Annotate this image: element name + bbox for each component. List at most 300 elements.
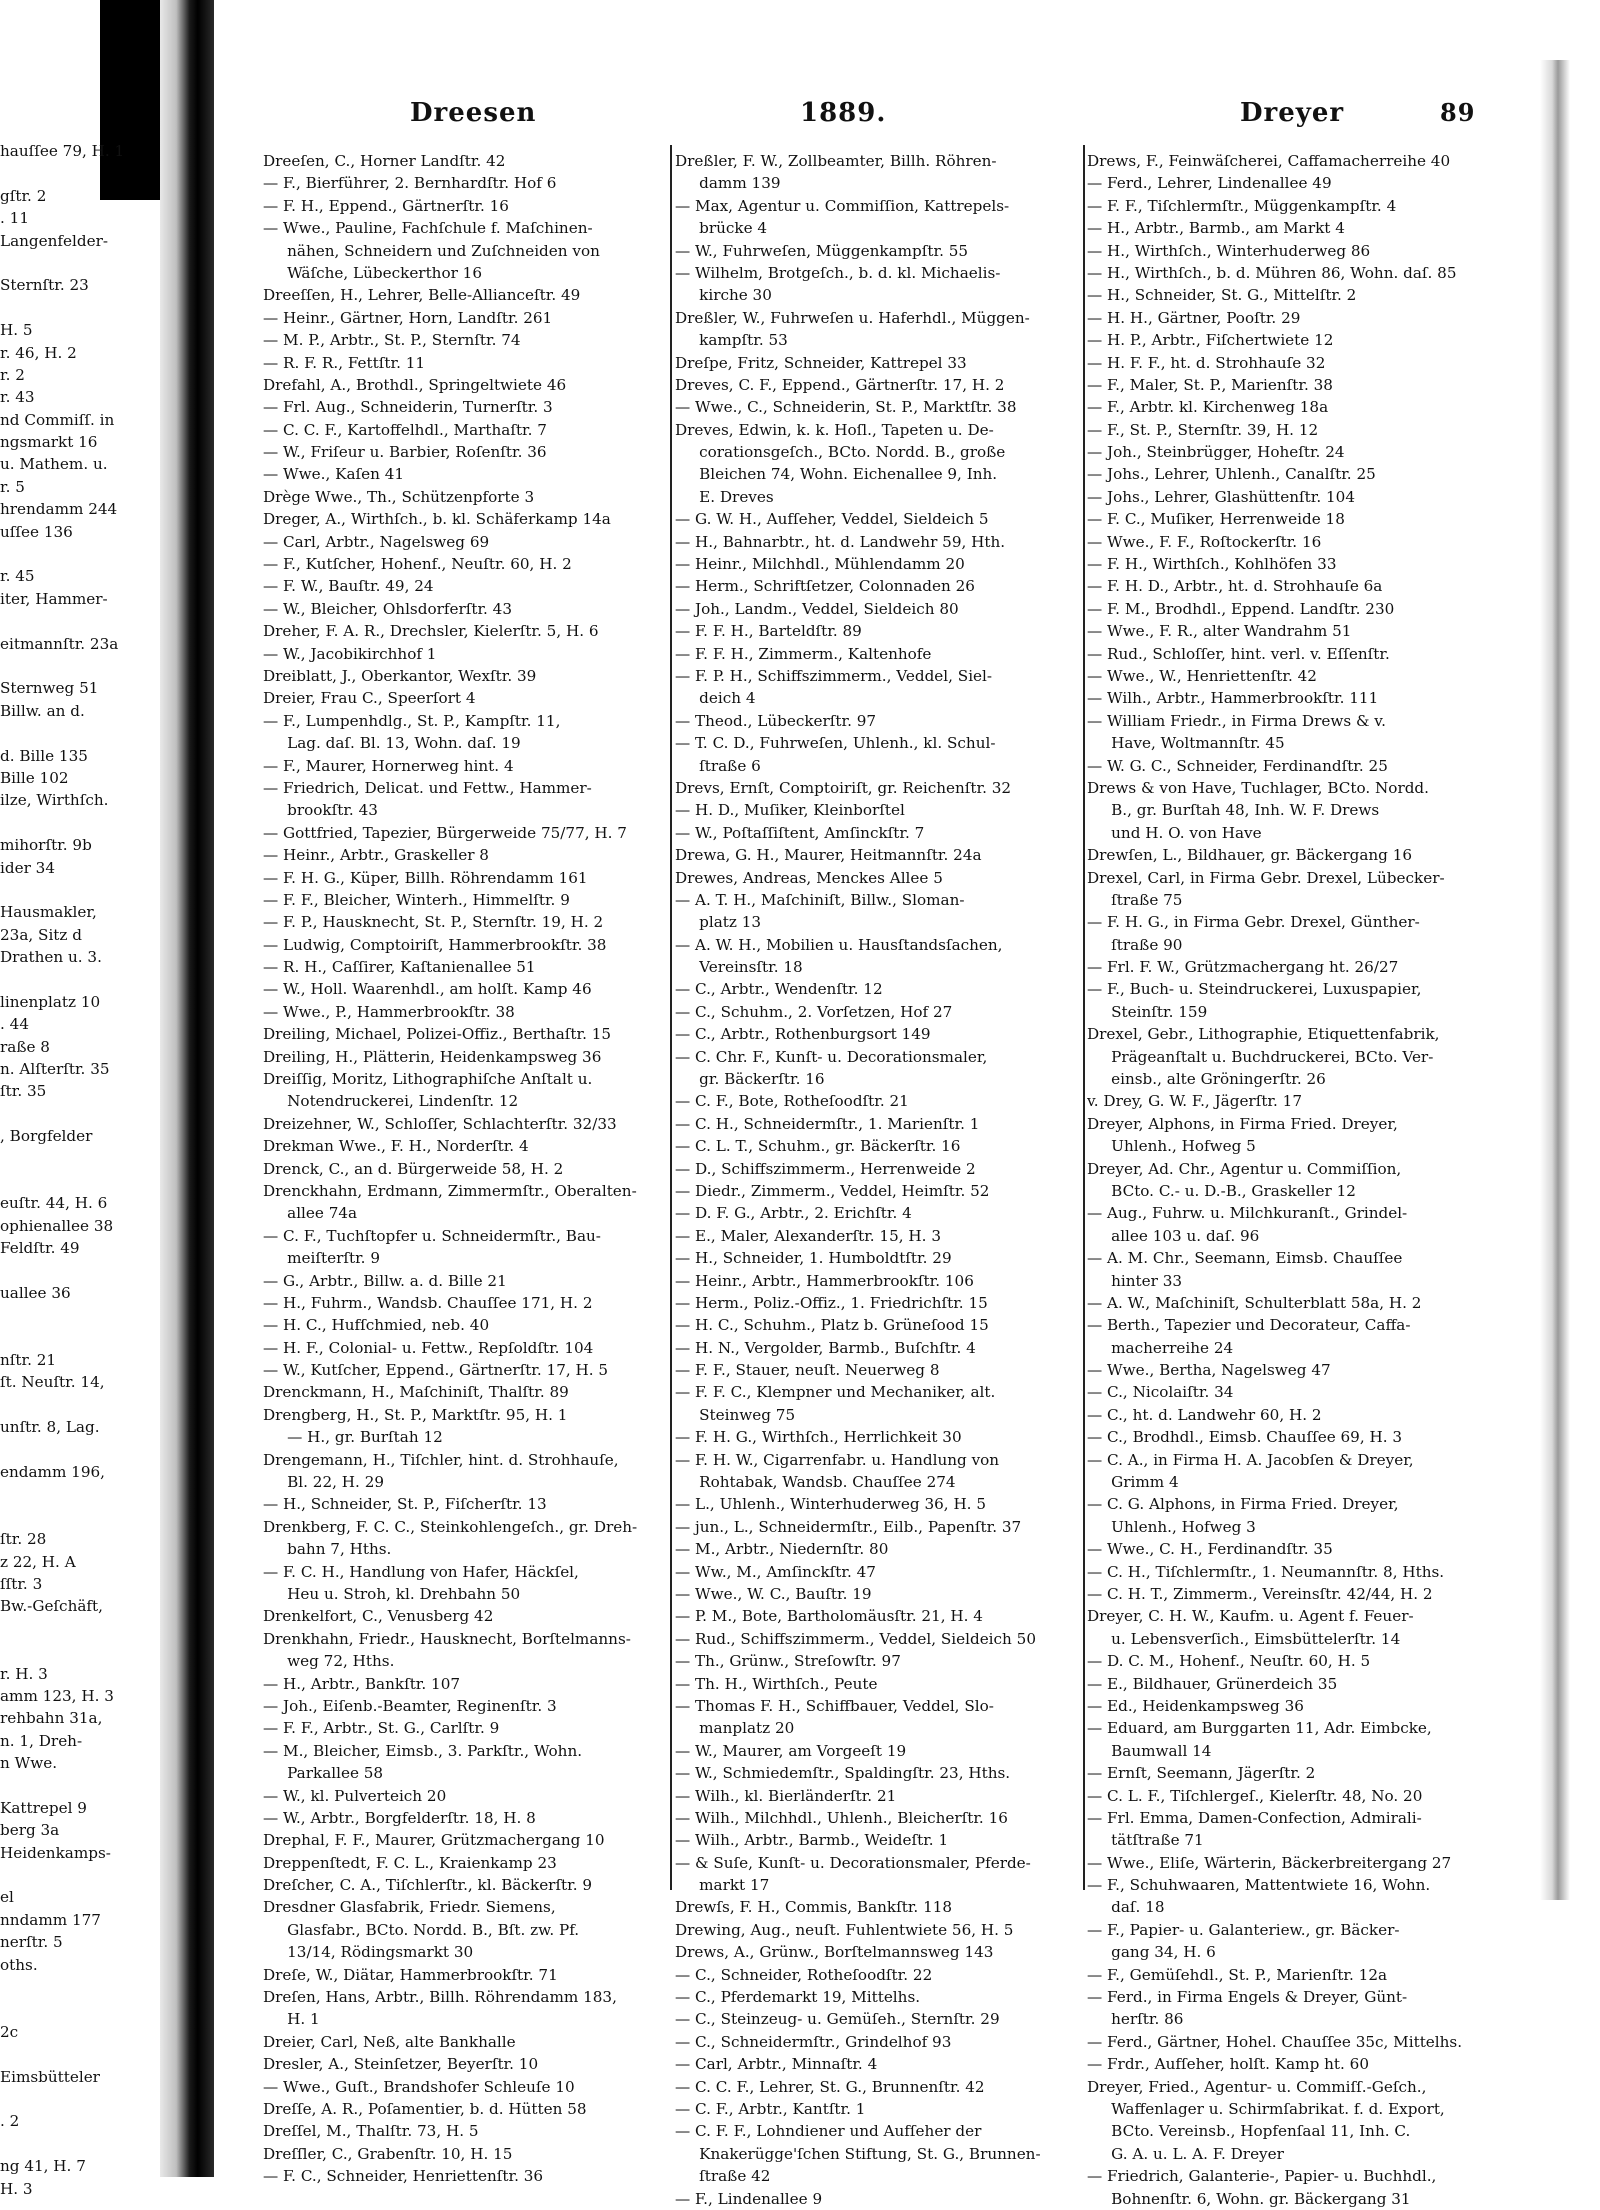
directory-entry-line: — Ww., M., Amſinckſtr. 47 bbox=[675, 1562, 876, 1581]
directory-entry-line: E. Dreves bbox=[675, 487, 774, 506]
directory-entry-line: Bleichen 74, Wohn. Eichenallee 9, Inh. bbox=[675, 465, 998, 484]
directory-entry-line: Drège Wwe., Th., Schützenpforte 3 bbox=[263, 487, 535, 506]
directory-entry-line: — C. H. T., Zimmerm., Vereinsſtr. 42/44, H. 2 bbox=[1087, 1585, 1433, 1603]
directory-entry-line: Dreeſſen, H., Lehrer, Belle-Allianceſtr. 49 bbox=[263, 286, 581, 305]
directory-entry-line: — E., Maler, Alexanderſtr. 15, H. 3 bbox=[675, 1226, 941, 1245]
directory-entry-line: — Wilhelm, Brotgeſch., b. d. kl. Michaelis- bbox=[675, 263, 1001, 282]
directory-entry-line bbox=[0, 1260, 155, 1282]
directory-entry-line bbox=[0, 812, 155, 834]
directory-entry-line: — C. F., Tuchſtopfer u. Schneidermſtr., Bau- bbox=[263, 1226, 601, 1245]
directory-entry-line: kampſtr. 53 bbox=[675, 331, 788, 350]
directory-entry-line: — F., Gemüſehdl., St. P., Marienſtr. 12a bbox=[1087, 1965, 1388, 1984]
directory-entry-line: Bl. 22, H. 29 bbox=[263, 1473, 385, 1492]
directory-entry-line bbox=[0, 879, 155, 901]
directory-entry-line: ng 41, H. 7 bbox=[0, 2157, 86, 2176]
directory-entry-line: — F. H. G., in Firma Gebr. Drexel, Günther- bbox=[1087, 913, 1420, 932]
directory-entry-line: — Ed., Heidenkampsweg 36 bbox=[1087, 1696, 1304, 1715]
directory-entry-line: uallee 36 bbox=[0, 1283, 71, 1302]
directory-entry-line: — F. M., Brodhdl., Eppend. Landſtr. 230 bbox=[1087, 599, 1395, 618]
directory-entry-line: — Herm., Schriftſetzer, Colonnaden 26 bbox=[675, 577, 975, 596]
directory-entry-line: nndamm 177 bbox=[0, 1910, 101, 1929]
directory-entry-line: — F. C., Muſiker, Herrenweide 18 bbox=[1087, 510, 1345, 529]
book-gutter bbox=[160, 0, 214, 2177]
directory-entry-line: — F., Kutſcher, Hohenf., Neuſtr. 60, H. 2 bbox=[263, 555, 572, 574]
directory-entry-line: — F. F. C., Klempner und Mechaniker, alt. bbox=[675, 1383, 996, 1402]
directory-column-1 bbox=[263, 150, 668, 2188]
directory-entry-line: z 22, H. A bbox=[0, 1552, 76, 1571]
directory-entry-line: Dreher, F. A. R., Drechsler, Kielerſtr. 5, H. 6 bbox=[263, 622, 599, 641]
directory-entry-line: — C., Steinzeug- u. Gemüſeh., Sternſtr. 29 bbox=[675, 2010, 1000, 2029]
directory-entry-line: — A. W. H., Mobilien u. Hausſtandsſachen, bbox=[675, 935, 1003, 954]
directory-entry-line: r. 45 bbox=[0, 567, 35, 586]
directory-entry-line: — F. F., Tiſchlermſtr., Müggenkampſtr. 4 bbox=[1087, 196, 1397, 215]
directory-entry-line: — H., Schneider, 1. Humboldtſtr. 29 bbox=[675, 1249, 952, 1268]
directory-entry-line: r. 43 bbox=[0, 388, 35, 407]
directory-entry-line: macherreihe 24 bbox=[1087, 1338, 1234, 1357]
directory-entry-line: Feldſtr. 49 bbox=[0, 1239, 80, 1258]
directory-entry-line: Drenck, C., an d. Bürgerweide 58, H. 2 bbox=[263, 1159, 564, 1178]
directory-entry-line: hauſſee 79, H. 1 bbox=[0, 142, 125, 160]
directory-entry-line: — F. F. H., Zimmerm., Kaltenhofe bbox=[675, 644, 932, 663]
directory-entry-line: ſtr. 28 bbox=[0, 1530, 47, 1549]
directory-entry-line: — jun., L., Schneidermſtr., Eilb., Papenſtr. 37 bbox=[675, 1517, 1022, 1536]
directory-entry-line: — Wwe., W. C., Bauſtr. 19 bbox=[675, 1585, 872, 1603]
directory-entry-line bbox=[0, 1327, 155, 1349]
directory-entry-line: — C. F., Bote, Rotheſoodſtr. 21 bbox=[675, 1092, 909, 1111]
directory-entry-line: Dreppenſtedt, F. C. L., Kraienkamp 23 bbox=[263, 1853, 557, 1872]
directory-entry-line: — Johs., Lehrer, Uhlenh., Canalſtr. 25 bbox=[1087, 465, 1376, 484]
directory-entry-line: Dresdner Glasfabrik, Friedr. Siemens, bbox=[263, 1898, 556, 1917]
directory-entry-line: ſtraße 42 bbox=[675, 2167, 771, 2186]
directory-entry-line: — Wwe., C. H., Ferdinandſtr. 35 bbox=[1087, 1540, 1333, 1559]
directory-entry-line: 23a, Sitz d bbox=[0, 925, 82, 944]
directory-entry-line: H. 5 bbox=[0, 321, 33, 340]
directory-entry-line: — A. W., Maſchiniſt, Schulterblatt 58a, H. 2 bbox=[1087, 1293, 1422, 1312]
directory-entry-line: — R. F. R., Fettſtr. 11 bbox=[263, 353, 426, 372]
directory-entry-line: Notendruckerei, Lindenſtr. 12 bbox=[263, 1092, 519, 1111]
directory-entry-line bbox=[0, 252, 155, 274]
directory-entry-line: — Rud., Schiffszimmerm., Veddel, Sieldeich 50 bbox=[675, 1629, 1036, 1648]
directory-entry-line: nd Commiſſ. in bbox=[0, 410, 115, 429]
directory-entry-line: — F., St. P., Sternſtr. 39, H. 12 bbox=[1087, 420, 1319, 439]
directory-entry-line: r. H. 3 bbox=[0, 1664, 48, 1683]
directory-entry-line: — C., Arbtr., Wendenſtr. 12 bbox=[675, 980, 883, 999]
directory-entry-line: Dreßler, F. W., Zollbeamter, Billh. Röhren- bbox=[675, 152, 997, 170]
directory-entry-line: . 44 bbox=[0, 1015, 29, 1034]
directory-entry-line: 13/14, Rödingsmarkt 30 bbox=[263, 1943, 474, 1962]
directory-entry-line: Grimm 4 bbox=[1087, 1473, 1179, 1492]
directory-entry-line: Dreßler, W., Fuhrweſen u. Haferhdl., Müggen- bbox=[675, 308, 1030, 327]
directory-entry-line: Dreſen, Hans, Arbtr., Billh. Röhrendamm 183, bbox=[263, 1988, 617, 2007]
directory-entry-line: allee 74a bbox=[263, 1204, 358, 1223]
directory-entry-line: Dreier, Carl, Neß, alte Bankhalle bbox=[263, 2032, 516, 2051]
directory-entry-line bbox=[0, 2133, 155, 2155]
directory-entry-line: platz 13 bbox=[675, 913, 762, 932]
directory-entry-line: Drenckhahn, Erdmann, Zimmermſtr., Oberalten- bbox=[263, 1181, 637, 1200]
directory-entry-line: r. 2 bbox=[0, 365, 25, 384]
directory-entry-line: n. 1, Dreh- bbox=[0, 1731, 83, 1750]
directory-entry-line: el bbox=[0, 1888, 14, 1907]
directory-entry-line: Have, Woltmannſtr. 45 bbox=[1087, 734, 1285, 753]
directory-entry-line: — C., Schuhm., 2. Vorſetzen, Hof 27 bbox=[675, 1002, 953, 1021]
directory-entry-line: kirche 30 bbox=[675, 286, 772, 305]
directory-entry-line: Heidenkamps- bbox=[0, 1843, 111, 1862]
directory-entry-line: d. Bille 135 bbox=[0, 746, 88, 765]
directory-entry-line: Dresler, A., Steinſetzer, Beyerſtr. 10 bbox=[263, 2055, 539, 2074]
directory-entry-line: — C. Chr. F., Kunſt- u. Decorationsmaler, bbox=[675, 1047, 988, 1066]
directory-entry-line: Drenkhahn, Friedr., Hausknecht, Borſtelmanns- bbox=[263, 1629, 631, 1648]
directory-entry-line: — E., Bildhauer, Grünerdeich 35 bbox=[1087, 1674, 1338, 1693]
directory-entry-line: brücke 4 bbox=[675, 219, 768, 238]
directory-entry-line: — C. L. T., Schuhm., gr. Bäckerſtr. 16 bbox=[675, 1137, 961, 1156]
directory-entry-line: damm 139 bbox=[675, 174, 781, 193]
directory-entry-line: gang 34, H. 6 bbox=[1087, 1943, 1216, 1962]
directory-entry-line: — F. W., Bauſtr. 49, 24 bbox=[263, 577, 434, 596]
directory-entry-line: bahn 7, Hths. bbox=[263, 1540, 392, 1559]
directory-entry-line: brookſtr. 43 bbox=[263, 801, 378, 820]
directory-entry-line: — C., Schneidermſtr., Grindelhof 93 bbox=[675, 2032, 952, 2051]
directory-entry-line: — C. L. F., Tiſchlergeſ., Kielerſtr. 48, No. 20 bbox=[1087, 1786, 1423, 1805]
directory-entry-line: — W., Jacobikirchhof 1 bbox=[263, 644, 437, 663]
directory-entry-line: Parkallee 58 bbox=[263, 1764, 384, 1783]
directory-entry-line: gſtr. 2 bbox=[0, 186, 47, 205]
directory-entry-line: — W., Bleicher, Ohlsdorferſtr. 43 bbox=[263, 599, 513, 618]
directory-entry-line: — Wwe., W., Henriettenſtr. 42 bbox=[1087, 666, 1317, 685]
directory-entry-line: — Joh., Landm., Veddel, Sieldeich 80 bbox=[675, 599, 959, 618]
directory-entry-line: u. Mathem. u. bbox=[0, 455, 108, 474]
directory-entry-line: — Joh., Eiſenb.-Beamter, Reginenſtr. 3 bbox=[263, 1696, 557, 1715]
directory-entry-line: Wäſche, Lübeckerthor 16 bbox=[263, 263, 483, 282]
directory-entry-line: — Friedrich, Delicat. und Fettw., Hammer- bbox=[263, 778, 592, 797]
directory-entry-line: Drenkberg, F. C. C., Steinkohlengeſch., gr. Dreh- bbox=[263, 1517, 638, 1536]
directory-entry-line: — C. H., Schneidermſtr., 1. Marienſtr. 1 bbox=[675, 1114, 980, 1133]
directory-entry-line: Langenfelder- bbox=[0, 231, 108, 250]
directory-entry-line: — D. F. G., Arbtr., 2. Erichſtr. 4 bbox=[675, 1204, 912, 1223]
directory-entry-line: — Frdr., Aufſeher, holſt. Kamp ht. 60 bbox=[1087, 2055, 1369, 2074]
directory-entry-line bbox=[0, 543, 155, 565]
directory-entry-line: — F., Maurer, Hornerweg hint. 4 bbox=[263, 756, 514, 775]
directory-entry-line: Dreyer, Ad. Chr., Agentur u. Commiſſion, bbox=[1087, 1159, 1402, 1178]
directory-entry-line: — C. H., Tiſchlermſtr., 1. Neumannſtr. 8, Hths. bbox=[1087, 1562, 1445, 1581]
directory-entry-line: allee 103 u. daſ. 96 bbox=[1087, 1226, 1260, 1245]
directory-entry-line bbox=[0, 1148, 155, 1170]
directory-entry-line: Drevs, Ernſt, Comptoiriſt, gr. Reichenſtr. 32 bbox=[675, 778, 1012, 797]
directory-entry-line: — H., Schneider, St. G., Mittelſtr. 2 bbox=[1087, 286, 1357, 305]
directory-entry-line: — Th. H., Wirthſch., Peute bbox=[675, 1674, 878, 1693]
directory-entry-line: oths. bbox=[0, 1955, 38, 1974]
directory-entry-line: — Heinr., Arbtr., Hammerbrookſtr. 106 bbox=[675, 1271, 974, 1290]
directory-entry-line: — Heinr., Arbtr., Graskeller 8 bbox=[263, 846, 489, 865]
directory-entry-line: berg 3a bbox=[0, 1821, 60, 1840]
directory-entry-line: — H., Arbtr., Bankſtr. 107 bbox=[263, 1674, 461, 1693]
directory-entry-line: mihorſtr. 9b bbox=[0, 836, 92, 855]
directory-entry-line: Dreiling, H., Plätterin, Heidenkampsweg 36 bbox=[263, 1047, 602, 1066]
directory-entry-line: Drewes, Andreas, Menckes Allee 5 bbox=[675, 868, 943, 887]
directory-entry-line: G. A. u. L. A. F. Dreyer bbox=[1087, 2144, 1284, 2163]
directory-entry-line: — Frl. Aug., Schneiderin, Turnerſtr. 3 bbox=[263, 398, 553, 417]
directory-entry-line: — F. P., Hausknecht, St. P., Sternſtr. 19, H. 2 bbox=[263, 913, 604, 932]
directory-entry-line: Heu u. Stroh, kl. Drehbahn 50 bbox=[263, 1585, 521, 1603]
directory-entry-line: — L., Uhlenh., Winterhuderweg 36, H. 5 bbox=[675, 1495, 987, 1514]
directory-entry-line: Drewa, G. H., Maurer, Heitmannſtr. 24a bbox=[675, 846, 982, 865]
directory-entry-line: u. Lebensverſich., Eimsbüttelerſtr. 14 bbox=[1087, 1629, 1401, 1648]
directory-entry-line: Drenkelfort, C., Venusberg 42 bbox=[263, 1607, 494, 1626]
directory-entry-line: — Wwe., Bertha, Nagelsweg 47 bbox=[1087, 1361, 1331, 1380]
directory-entry-line bbox=[0, 655, 155, 677]
directory-entry-line: einsb., alte Gröningerſtr. 26 bbox=[1087, 1070, 1326, 1089]
directory-entry-line: nähen, Schneidern und Zuſchneiden von bbox=[263, 241, 600, 260]
directory-entry-line: — & Suſe, Kunſt- u. Decorationsmaler, Pferde- bbox=[675, 1853, 1031, 1872]
directory-entry-line: Dreier, Frau C., Speerſort 4 bbox=[263, 689, 476, 708]
directory-entry-line: — F., Schuhwaaren, Mattentwiete 16, Wohn. bbox=[1087, 1876, 1431, 1895]
directory-entry-line: — Ludwig, Comptoiriſt, Hammerbrookſtr. 38 bbox=[263, 935, 607, 954]
directory-entry-line: ngsmarkt 16 bbox=[0, 433, 98, 452]
directory-entry-line: Uhlenh., Hofweg 5 bbox=[1087, 1137, 1256, 1156]
directory-entry-line: BCto. C.- u. D.-B., Graskeller 12 bbox=[1087, 1181, 1356, 1200]
directory-entry-line: Glasfabr., BCto. Nordd. B., Bſt. zw. Pf. bbox=[263, 1920, 580, 1939]
directory-entry-line: — H. F. F., ht. d. Strohhauſe 32 bbox=[1087, 353, 1326, 372]
directory-entry-line: hrendamm 244 bbox=[0, 500, 118, 519]
directory-entry-line: Baumwall 14 bbox=[1087, 1741, 1212, 1760]
directory-entry-line: — Wwe., Eliſe, Wärterin, Bäckerbreitergang 27 bbox=[1087, 1853, 1452, 1872]
directory-entry-line: Dreſcher, C. A., Tiſchlerſtr., kl. Bäckerſtr. 9 bbox=[263, 1876, 593, 1895]
directory-entry-line: — Herm., Poliz.-Offiz., 1. Friedrichſtr. 15 bbox=[675, 1293, 988, 1312]
directory-entry-line: r. 46, H. 2 bbox=[0, 343, 77, 362]
directory-entry-line: ſſtr. 3 bbox=[0, 1575, 43, 1593]
directory-entry-line bbox=[0, 1170, 155, 1192]
directory-entry-line: ſtraße 75 bbox=[1087, 890, 1183, 909]
directory-entry-line: — D. C. M., Hohenf., Neuſtr. 60, H. 5 bbox=[1087, 1652, 1371, 1671]
directory-entry-line: Steinweg 75 bbox=[675, 1405, 796, 1424]
directory-entry-line: Dreſſel, M., Thalſtr. 73, H. 5 bbox=[263, 2122, 479, 2141]
directory-entry-line: Dreves, C. F., Eppend., Gärtnerſtr. 17, H. 2 bbox=[675, 375, 1005, 394]
directory-entry-line: ilze, Wirthſch. bbox=[0, 791, 109, 810]
directory-entry-line: — H., gr. Burſtah 12 bbox=[263, 1428, 443, 1447]
directory-entry-line: — Johs., Lehrer, Glashüttenſtr. 104 bbox=[1087, 487, 1355, 506]
directory-entry-line: — C. G. Alphons, in Firma Fried. Dreyer, bbox=[1087, 1495, 1399, 1514]
directory-entry-line: — Frl. Emma, Damen-Confection, Admirali- bbox=[1087, 1808, 1422, 1827]
directory-entry-line bbox=[0, 1103, 155, 1125]
directory-entry-line: — F., Bierführer, 2. Bernhardſtr. Hof 6 bbox=[263, 174, 557, 193]
directory-entry-line: — M., Bleicher, Eimsb., 3. Parkſtr., Wohn. bbox=[263, 1741, 583, 1760]
directory-entry-line: — C., Schneider, Rotheſoodſtr. 22 bbox=[675, 1965, 933, 1984]
directory-entry-line: — Wwe., Kaſen 41 bbox=[263, 465, 405, 484]
directory-entry-line: — C. F. F., Lohndiener und Aufſeher der bbox=[675, 2122, 982, 2141]
directory-entry-line: amm 123, H. 3 bbox=[0, 1686, 114, 1705]
directory-entry-line: — F., Papier- u. Galanteriew., gr. Bäcker- bbox=[1087, 1920, 1400, 1939]
directory-entry-line: Drews & von Have, Tuchlager, BCto. Nordd. bbox=[1087, 778, 1429, 797]
directory-entry-line: — F. H. G., Wirthſch., Herrlichkeit 30 bbox=[675, 1428, 962, 1447]
directory-entry-line: und H. O. von Have bbox=[1087, 823, 1262, 842]
directory-entry-line bbox=[0, 2088, 155, 2110]
directory-entry-line: — F., Arbtr. kl. Kirchenweg 18a bbox=[1087, 398, 1329, 417]
directory-entry-line: Bw.-Geſchäft, bbox=[0, 1597, 103, 1616]
directory-entry-line: — Heinr., Milchhdl., Mühlendamm 20 bbox=[675, 555, 965, 574]
directory-entry-line: — C. A., in Firma H. A. Jacobſen & Dreyer, bbox=[1087, 1450, 1414, 1469]
directory-entry-line: Knakerügge'ſchen Stiftung, St. G., Brunnen- bbox=[675, 2144, 1041, 2163]
directory-entry-line bbox=[0, 297, 155, 319]
directory-entry-line: — Wilh., Milchhdl., Uhlenh., Bleicherſtr. 16 bbox=[675, 1808, 1008, 1827]
directory-entry-line: — Wwe., F. F., Roſtockerſtr. 16 bbox=[1087, 532, 1322, 551]
directory-entry-line: — F. H. W., Cigarrenfabr. u. Handlung von bbox=[675, 1450, 1000, 1469]
directory-entry-line: H. 3 bbox=[0, 2179, 33, 2198]
directory-entry-line: Dreves, Edwin, k. k. Hoſl., Tapeten u. De- bbox=[675, 420, 994, 439]
directory-entry-line: Dreyer, Fried., Agentur- u. Commiſſ.-Geſch., bbox=[1087, 2077, 1427, 2096]
directory-entry-line: — Wilh., Arbtr., Barmb., Weideſtr. 1 bbox=[675, 1831, 949, 1850]
directory-entry-line: — F. P. H., Schiffszimmerm., Veddel, Siel- bbox=[675, 666, 993, 685]
directory-entry-line: Bille 102 bbox=[0, 768, 69, 787]
directory-entry-line: Drews, A., Grünw., Borſtelmannsweg 143 bbox=[675, 1943, 994, 1962]
directory-entry-line: Drewing, Aug., neuſt. Fuhlentwiete 56, H. 5 bbox=[675, 1920, 1014, 1939]
directory-entry-line: — A. M. Chr., Seemann, Eimsb. Chauſſee bbox=[1087, 1249, 1403, 1268]
directory-entry-line: herſtr. 86 bbox=[1087, 2010, 1184, 2029]
directory-entry-line bbox=[0, 722, 155, 744]
directory-entry-line: nerſtr. 5 bbox=[0, 1933, 63, 1952]
directory-entry-line: Drexel, Gebr., Lithographie, Etiquettenfabrik, bbox=[1087, 1025, 1440, 1044]
directory-entry-line: corationsgeſch., BCto. Nordd. B., große bbox=[675, 443, 1006, 462]
directory-entry-line: Drewſen, L., Bildhauer, gr. Bäckergang 16 bbox=[1087, 846, 1413, 865]
directory-entry-line: — Ferd., in Firma Engels & Dreyer, Günt- bbox=[1087, 1988, 1408, 2007]
directory-entry-line: gr. Bäckerſtr. 16 bbox=[675, 1070, 825, 1089]
directory-entry-line bbox=[0, 1304, 155, 1326]
directory-entry-line: Drengemann, H., Tiſchler, hint. d. Strohhauſe, bbox=[263, 1450, 619, 1469]
directory-entry-line: ſt. Neuſtr. 14, bbox=[0, 1373, 105, 1392]
directory-entry-line: Drenckmann, H., Maſchiniſt, Thalſtr. 89 bbox=[263, 1383, 569, 1402]
directory-entry-line bbox=[0, 1618, 155, 1640]
running-head-right: Dreyer bbox=[1240, 98, 1345, 128]
directory-entry-line: — G. W. H., Aufſeher, Veddel, Sieldeich 5 bbox=[675, 510, 989, 529]
directory-entry-line: — C., Nicolaiſtr. 34 bbox=[1087, 1383, 1234, 1402]
directory-entry-line: Dreſe, W., Diätar, Hammerbrookſtr. 71 bbox=[263, 1965, 558, 1984]
directory-entry-line: — Gottfried, Tapezier, Bürgerweide 75/77, H. 7 bbox=[263, 823, 627, 842]
directory-entry-line: Drewſs, F. H., Commis, Bankſtr. 118 bbox=[675, 1898, 953, 1917]
directory-entry-line: — Diedr., Zimmerm., Veddel, Heimſtr. 52 bbox=[675, 1181, 990, 1200]
directory-entry-line: — Friedrich, Galanterie-, Papier- u. Buchhdl., bbox=[1087, 2167, 1437, 2186]
directory-entry-line: Dreizehner, W., Schloſſer, Schlachterſtr. 32/33 bbox=[263, 1114, 617, 1133]
directory-entry-line: — G., Arbtr., Billw. a. d. Bille 21 bbox=[263, 1271, 507, 1290]
directory-entry-line: ſtraße 6 bbox=[675, 756, 761, 775]
directory-entry-line: Sternweg 51 bbox=[0, 679, 99, 698]
directory-entry-line: — Wwe., P., Hammerbrookſtr. 38 bbox=[263, 1002, 515, 1021]
directory-entry-line: Eimsbütteler bbox=[0, 2067, 100, 2086]
directory-entry-line: Dreſſler, C., Grabenſtr. 10, H. 15 bbox=[263, 2144, 513, 2163]
directory-entry-line: — Ernſt, Seemann, Jägerſtr. 2 bbox=[1087, 1764, 1316, 1783]
directory-entry-line: meiſterſtr. 9 bbox=[263, 1249, 380, 1268]
directory-entry-line: — W. G. C., Schneider, Ferdinandſtr. 25 bbox=[1087, 756, 1388, 775]
directory-entry-line: — F. H., Eppend., Gärtnerſtr. 16 bbox=[263, 196, 509, 215]
directory-entry-line: linenplatz 10 bbox=[0, 992, 101, 1011]
directory-entry-line: Lag. daſ. Bl. 13, Wohn. daſ. 19 bbox=[263, 734, 521, 753]
directory-entry-line: ophienallee 38 bbox=[0, 1216, 114, 1235]
directory-entry-line: — H., Fuhrm., Wandsb. Chauſſee 171, H. 2 bbox=[263, 1293, 593, 1312]
directory-entry-line bbox=[0, 1998, 155, 2020]
directory-entry-line: Drathen u. 3. bbox=[0, 948, 102, 967]
directory-entry-line: — Wwe., C., Schneiderin, St. P., Marktſtr. 38 bbox=[675, 398, 1017, 417]
directory-entry-line: endamm 196, bbox=[0, 1463, 105, 1482]
directory-entry-line: — W., Friſeur u. Barbier, Roſenſtr. 36 bbox=[263, 443, 547, 462]
directory-entry-line: — Wwe., Guſt., Brandshofer Schleuſe 10 bbox=[263, 2077, 575, 2096]
directory-entry-line: Waffenlager u. Schirmſabrikat. f. d. Export, bbox=[1087, 2099, 1445, 2118]
directory-entry-line: rehbahn 31a, bbox=[0, 1709, 103, 1728]
directory-entry-line bbox=[0, 1506, 155, 1528]
directory-entry-line: Dreiſſig, Moritz, Lithographiſche Anſtalt u. bbox=[263, 1070, 593, 1089]
directory-entry-line: Drews, F., Feinwäſcherei, Caffamacherreihe 40 bbox=[1087, 152, 1451, 170]
directory-entry-line: — Wilh., kl. Bierländerſtr. 21 bbox=[675, 1786, 897, 1805]
directory-entry-line: — H., Arbtr., Barmb., am Markt 4 bbox=[1087, 219, 1345, 238]
directory-entry-line: euſtr. 44, H. 6 bbox=[0, 1194, 108, 1213]
directory-entry-line: — M., Arbtr., Niedernſtr. 80 bbox=[675, 1540, 889, 1559]
directory-entry-line: — W., kl. Pulverteich 20 bbox=[263, 1786, 447, 1805]
directory-entry-line: — F. H., Wirthſch., Kohlhöfen 33 bbox=[1087, 555, 1337, 574]
directory-entry-line: — Max, Agentur u. Commiſſion, Kattrepels- bbox=[675, 196, 1010, 215]
directory-entry-line: weg 72, Hths. bbox=[263, 1652, 395, 1671]
directory-entry-line: — Wwe., Pauline, Fachſchule f. Maſchinen- bbox=[263, 219, 593, 238]
directory-entry-line: Billw. an d. bbox=[0, 701, 85, 720]
directory-entry-line: — T. C. D., Fuhrweſen, Uhlenh., kl. Schul- bbox=[675, 734, 996, 753]
directory-entry-line: Prägeanſtalt u. Buchdruckerei, BCto. Ver- bbox=[1087, 1047, 1434, 1066]
directory-entry-line: unſtr. 8, Lag. bbox=[0, 1418, 100, 1437]
directory-entry-line: — Ferd., Gärtner, Hohel. Chauſſee 35c, Mittelhs. bbox=[1087, 2032, 1463, 2051]
directory-entry-line: Dreeſen, C., Horner Landſtr. 42 bbox=[263, 152, 506, 170]
directory-entry-line: — C. C. F., Lehrer, St. G., Brunnenſtr. 42 bbox=[675, 2077, 985, 2096]
directory-entry-line: — C., Arbtr., Rothenburgsort 149 bbox=[675, 1025, 931, 1044]
directory-entry-line: — F. F., Stauer, neuſt. Neuerweg 8 bbox=[675, 1361, 940, 1380]
directory-entry-line: — C., ht. d. Landwehr 60, H. 2 bbox=[1087, 1405, 1322, 1424]
page-number: 89 bbox=[1440, 98, 1476, 127]
directory-entry-line: Dreſpe, Fritz, Schneider, Kattrepel 33 bbox=[675, 353, 967, 372]
directory-entry-line: — Eduard, am Burggarten 11, Adr. Eimbcke, bbox=[1087, 1719, 1432, 1738]
directory-entry-line: — Berth., Tapezier und Decorateur, Caffa- bbox=[1087, 1316, 1411, 1335]
directory-entry-line: — H. C., Schuhm., Platz b. Grüneſood 15 bbox=[675, 1316, 989, 1335]
directory-column-2 bbox=[675, 150, 1085, 2210]
directory-entry-line: — Frl. F. W., Grützmachergang ht. 26/27 bbox=[1087, 958, 1399, 977]
directory-entry-line: BCto. Vereinsb., Hopfenſaal 11, Inh. C. bbox=[1087, 2122, 1411, 2141]
directory-entry-line: Kattrepel 9 bbox=[0, 1798, 87, 1817]
directory-entry-line: Drephal, F. F., Maurer, Grützmachergang 10 bbox=[263, 1831, 605, 1850]
directory-entry-line: Hausmakler, bbox=[0, 903, 97, 922]
directory-entry-line: — W., Fuhrweſen, Müggenkampſtr. 55 bbox=[675, 241, 969, 260]
directory-entry-line bbox=[0, 1864, 155, 1886]
directory-entry-line: — F., Lindenallee 9 bbox=[675, 2189, 823, 2208]
directory-entry-line bbox=[0, 1394, 155, 1416]
directory-entry-line: — M. P., Arbtr., St. P., Sternſtr. 74 bbox=[263, 331, 521, 350]
directory-entry-line: — F. H. D., Arbtr., ht. d. Strohhauſe 6a bbox=[1087, 577, 1383, 596]
directory-entry-line: — H. C., Hufſchmied, neb. 40 bbox=[263, 1316, 490, 1335]
directory-entry-line: . 2 bbox=[0, 2112, 20, 2131]
directory-entry-line: Dreſſe, A. R., Poſamentier, b. d. Hütten 58 bbox=[263, 2099, 587, 2118]
directory-entry-line: manplatz 20 bbox=[675, 1719, 795, 1738]
directory-entry-line: eitmannſtr. 23a bbox=[0, 634, 119, 653]
directory-entry-line: — W., Poſtaſſiſtent, Amſinckſtr. 7 bbox=[675, 823, 925, 842]
directory-entry-line: — Rud., Schloſſer, hint. verl. v. Eſſenſtr. bbox=[1087, 644, 1390, 663]
directory-entry-line: — H., Wirthſch., Winterhuderweg 86 bbox=[1087, 241, 1371, 260]
directory-entry-line: — W., Kutſcher, Eppend., Gärtnerſtr. 17, H. 5 bbox=[263, 1361, 609, 1380]
directory-entry-line: Drekman Wwe., F. H., Norderſtr. 4 bbox=[263, 1137, 529, 1156]
directory-entry-line bbox=[0, 162, 155, 184]
directory-entry-line: iter, Hammer- bbox=[0, 589, 108, 608]
page-edge bbox=[1540, 60, 1570, 1900]
directory-entry-line: — F. C. H., Handlung von Hafer, Häckſel, bbox=[263, 1562, 579, 1581]
directory-entry-line: — Aug., Fuhrw. u. Milchkuranſt., Grindel- bbox=[1087, 1204, 1408, 1223]
directory-entry-line: — William Friedr., in Firma Drews & v. bbox=[1087, 711, 1386, 730]
directory-entry-line: — H. P., Arbtr., Fiſchertwiete 12 bbox=[1087, 331, 1334, 350]
directory-entry-line bbox=[0, 610, 155, 632]
directory-entry-line: ider 34 bbox=[0, 858, 55, 877]
directory-entry-line: — C. F., Arbtr., Kantſtr. 1 bbox=[675, 2099, 866, 2118]
directory-entry-line bbox=[0, 1439, 155, 1461]
directory-entry-line: . 11 bbox=[0, 209, 29, 228]
directory-entry-line: H. 1 bbox=[263, 2010, 320, 2029]
